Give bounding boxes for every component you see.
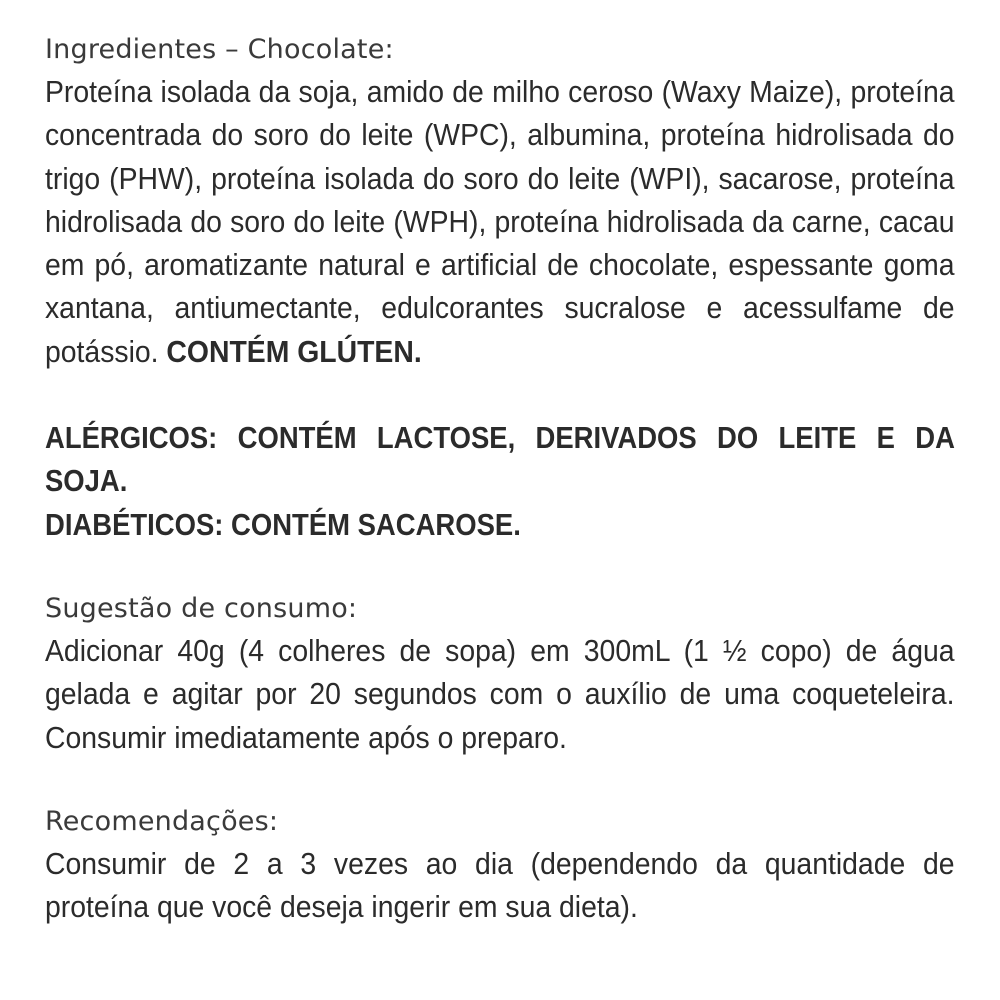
ingredients-section [45,28,955,374]
recommendations-text: Consumir de 2 a 3 vezes ao dia (dependendo da quantidade de proteína que você deseja ingerir em sua dieta). [45,846,955,925]
diabetics-warning: DIABÉTICOS: CONTÉM SACAROSE. [45,507,521,542]
gluten-warning: CONTÉM GLÚTEN. [166,334,422,369]
ingredients-text [45,71,955,374]
recommendations-section [45,800,955,930]
consumption-section [45,587,955,760]
product-label-document [45,28,955,929]
allergens-warning: ALÉRGICOS: CONTÉM LACTOSE, DERIVADOS DO LEITE E DA SOJA. [45,421,955,499]
recommendations-heading: Recomendações: [45,805,279,837]
consumption-heading: Sugestão de consumo: [45,592,358,624]
ingredients-list: Proteína isolada da soja, amido de milho ceroso (Waxy Maize), proteína concentrada do soro do leite (WPC), albumina, proteína hidrolisada do trigo (PHW), proteína isolada do soro do leite (WPI), sacarose, proteína hidrolisada do soro do leite (WPH), proteína hidrolisada da carne, cacau em pó, aromatizante natural e artificial de chocolate, espessante goma xantana, antiumectante, edulcorantes sucralose e acessulfame de potássio. [45,75,955,369]
warnings-section [45,417,955,547]
consumption-text: Adicionar 40g (4 colheres de sopa) em 300mL (1 ½ copo) de água gelada e agitar por 20 segundos com o auxílio de uma coqueteleira. Consumir imediatamente após o preparo. [45,633,955,755]
ingredients-heading: Ingredientes – Chocolate: [45,34,394,65]
